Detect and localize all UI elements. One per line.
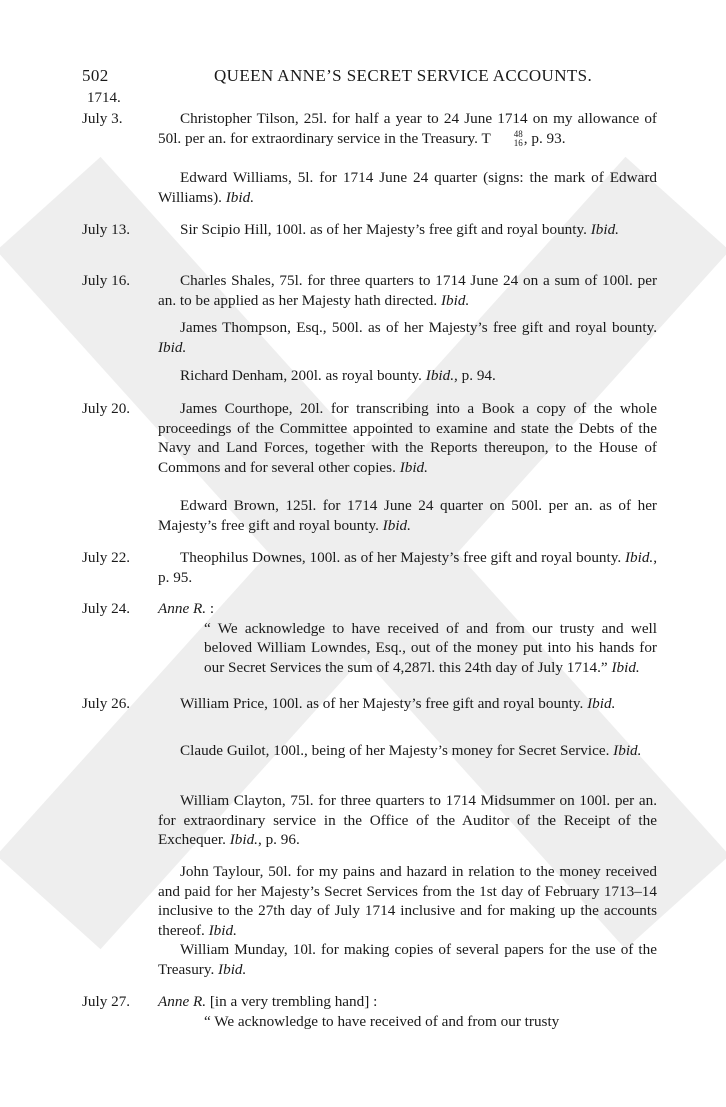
account-entry <box>82 791 657 850</box>
account-entry <box>82 168 657 207</box>
entry-quote: “ We acknowledge to have received of and from our trusty and well beloved William Lowndes, Esq., out of the money put into his hands for our Secret Services the sum of 4,287l. this 24th day of July 1714.” Ibid. <box>204 619 657 676</box>
entry-text: Edward Williams, 5l. for 1714 June 24 quarter (signs: the mark of Edward Williams). Ibid. <box>158 169 657 206</box>
account-entry <box>82 109 657 148</box>
entry-text: William Munday, 10l. for making copies of several papers for the use of the Treasury. Ibid. <box>158 941 657 978</box>
entry-text: William Price, 100l. as of her Majesty’s free gift and royal bounty. Ibid. <box>180 695 616 712</box>
entry-text: Sir Scipio Hill, 100l. as of her Majesty’s free gift and royal bounty. Ibid. <box>180 221 619 238</box>
account-entry <box>82 399 657 477</box>
entry-signer: Anne R. [in a very trembling hand] : <box>158 993 378 1010</box>
entry-text: William Clayton, 75l. for three quarters to 1714 Midsummer on 100l. per an. for extraordinary service in the Office of the Auditor of the Receipt of the Exchequer. Ibid., p. 96. <box>158 792 657 849</box>
account-entry <box>82 366 657 386</box>
account-entry <box>82 318 657 357</box>
entry-date: July 20. <box>82 400 131 417</box>
account-entry <box>82 862 657 940</box>
entry-text: Edward Brown, 125l. for 1714 June 24 quarter on 500l. per an. as of her Majesty’s free gift and royal bounty. Ibid. <box>158 497 657 534</box>
entry-text: Theophilus Downes, 100l. as of her Majesty’s free gift and royal bounty. Ibid., p. 95. <box>158 549 658 586</box>
entry-text: Charles Shales, 75l. for three quarters to 1714 June 24 on a sum of 100l. per an. to be applied as her Majesty hath directed. Ibid. <box>158 272 657 309</box>
entry-text: Christopher Tilson, 25l. for half a year to 24 June 1714 on my allowance of 50l. per an. for extraordinary service in the Treasury. T 48 16 , p. 93. <box>158 110 657 149</box>
entry-date: July 26. <box>82 695 131 712</box>
account-entry <box>82 496 657 535</box>
account-entry <box>82 271 657 310</box>
account-entry <box>82 741 657 761</box>
account-entry <box>82 694 657 714</box>
reference-fraction: 48 16 <box>513 129 523 149</box>
account-entry <box>82 548 657 587</box>
entry-quote: “ We acknowledge to have received of and from our trusty <box>204 1012 560 1030</box>
entry-date: July 27. <box>82 993 131 1010</box>
page-number: 502 <box>82 66 109 85</box>
account-entry <box>82 992 657 1031</box>
entry-text: James Courthope, 20l. for transcribing into a Book a copy of the whole proceedings of the Committee appointed to examine and state the Debts of the Navy and Land Forces, together with the Reports thereupon, to the House of Commons and for several other copies. Ibid. <box>158 400 657 476</box>
entry-text: John Taylour, 50l. for my pains and hazard in relation to the money received and paid for her Majesty’s Secret Services from the 1st day of February 1713–14 inclusive to the 27th day of July 1714 inclusive and for making up the accounts thereof. Ibid. <box>158 863 657 939</box>
entry-date: July 22. <box>82 549 131 566</box>
entry-date: July 16. <box>82 272 131 289</box>
running-title: QUEEN ANNE’S SECRET SERVICE ACCOUNTS. <box>214 66 593 85</box>
entry-date: July 13. <box>82 221 131 238</box>
year-label: 1714. <box>87 90 121 106</box>
account-entry <box>82 940 657 979</box>
account-entry <box>82 220 657 240</box>
account-entry <box>82 599 657 677</box>
page-header <box>82 66 657 90</box>
entry-date: July 24. <box>82 600 131 617</box>
entry-signer: Anne R. : <box>158 600 215 617</box>
entry-text: Richard Denham, 200l. as royal bounty. Ibid., p. 94. <box>180 367 496 384</box>
entry-text: James Thompson, Esq., 500l. as of her Majesty’s free gift and royal bounty. Ibid. <box>158 319 657 356</box>
entry-text: Claude Guilot, 100l., being of her Majesty’s money for Secret Service. Ibid. <box>180 742 642 759</box>
entry-date: July 3. <box>82 110 123 127</box>
